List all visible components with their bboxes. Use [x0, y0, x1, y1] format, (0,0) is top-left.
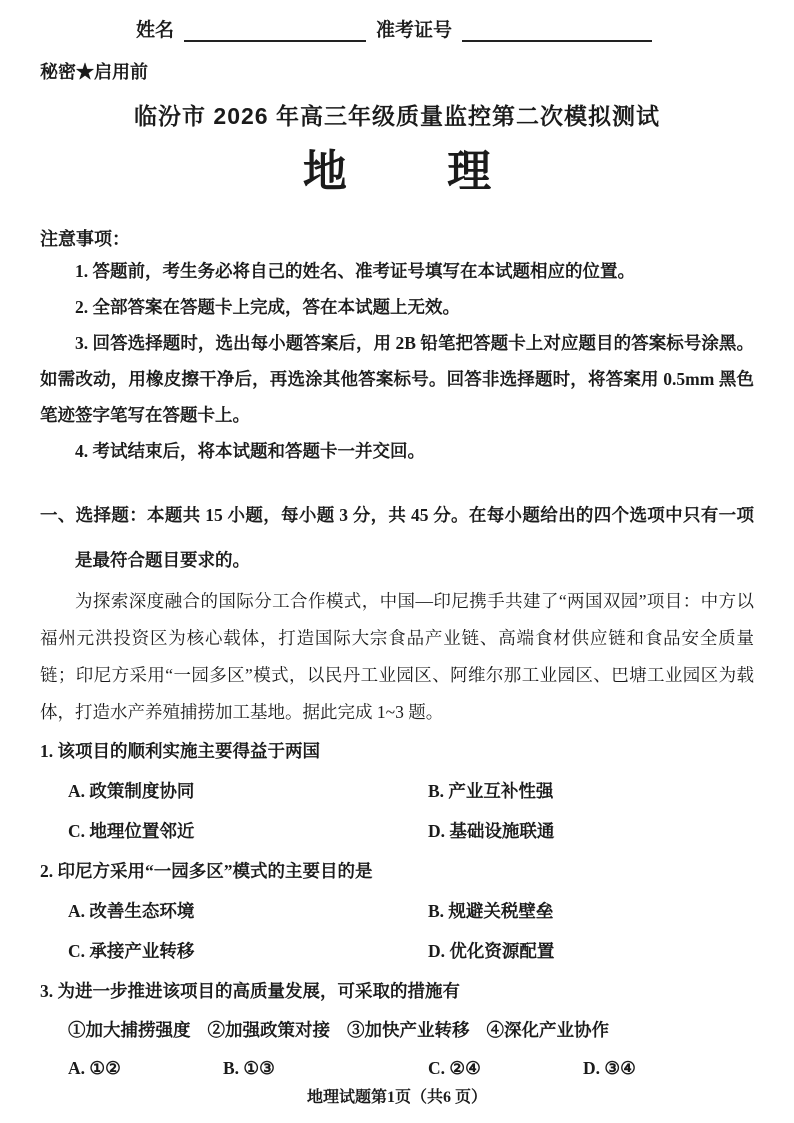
question-2-option-a: A. 改善生态环境	[68, 901, 195, 921]
question-2-option-c: C. 承接产业转移	[68, 941, 195, 961]
question-1-option-a: A. 政策制度协同	[68, 781, 195, 801]
question-3-statement-4: ④深化产业协作	[486, 1020, 609, 1040]
candidate-info-row	[136, 12, 754, 42]
question-3-statement-1: ①加大捕捞强度	[68, 1020, 191, 1040]
question-1-stem: 1. 该项目的顺利实施主要得益于两国	[40, 741, 320, 761]
question-3-statement-3: ③加快产业转移	[347, 1020, 470, 1040]
notice-item-3: 3. 回答选择题时，选出每小题答案后，用 2B 铅笔把答题卡上对应题目的答案标号涂黑。如需改动，用橡皮擦干净后，再选涂其他答案标号。回答非选择题时，将答案用 0.5mm 黑色笔迹签字笔写在答题卡上。	[40, 333, 754, 425]
name-blank-line	[184, 20, 366, 42]
subject-char-1: 地	[302, 147, 347, 196]
question-3-option-d: D. ③④	[583, 1058, 636, 1078]
notice-item-2: 2. 全部答案在答题卡上完成，答在本试题上无效。	[75, 297, 460, 317]
question-1-option-d: D. 基础设施联通	[428, 821, 555, 841]
security-classification: 秘密★启用前	[40, 62, 148, 82]
question-2-option-b: B. 规避关税壁垒	[428, 901, 554, 921]
notice-item-4: 4. 考试结束后，将本试题和答题卡一并交回。	[75, 441, 425, 461]
question-3-option-b: B. ①③	[223, 1058, 275, 1078]
page-footer: 地理试题第1页（共6 页）	[306, 1089, 487, 1106]
question-1-option-c: C. 地理位置邻近	[68, 821, 195, 841]
notice-heading: 注意事项：	[40, 229, 130, 249]
question-1-option-b: B. 产业互补性强	[428, 781, 554, 801]
question-2-stem: 2. 印尼方采用“一园多区”模式的主要目的是	[40, 861, 373, 881]
question-3-numbered-statements	[68, 1011, 754, 1049]
section-one-heading: 一、选择题：本题共 15 小题，每小题 3 分，共 45 分。在每小题给出的四个选项中只有一项是最符合题目要求的。	[40, 505, 754, 570]
question-2-options	[68, 891, 754, 971]
admission-number-blank-line	[462, 20, 652, 42]
question-2-option-d: D. 优化资源配置	[428, 941, 555, 961]
subject-title	[40, 143, 754, 201]
exam-title: 临汾市 2026 年高三年级质量监控第二次模拟测试	[134, 103, 660, 129]
question-1	[40, 731, 754, 851]
admission-number-label: 准考证号	[376, 20, 453, 41]
question-3-stem: 3. 为进一步推进该项目的高质量发展，可采取的措施有	[40, 981, 460, 1001]
question-3-option-c: C. ②④	[428, 1058, 481, 1078]
question-1-options	[68, 771, 754, 851]
question-2	[40, 851, 754, 971]
reading-passage: 为探索深度融合的国际分工合作模式，中国—印尼携手共建了“两国双园”项目：中方以福州元洪投资区为核心载体，打造国际大宗食品产业链、高端食材供应链和食品安全质量链；印尼方采用“一园多区”模式，以民丹工业园区、阿维尔那工业园区、巴塘工业园区为载体，打造水产养殖捕捞加工基地。据此完成 1~3 题。	[40, 591, 754, 722]
question-3-options	[68, 1049, 754, 1087]
question-3	[40, 971, 754, 1087]
subject-char-2: 理	[447, 147, 492, 196]
name-label: 姓名	[136, 20, 175, 41]
question-3-option-a: A. ①②	[68, 1058, 121, 1078]
notice-item-1: 1. 答题前，考生务必将自己的姓名、准考证号填写在本试题相应的位置。	[75, 261, 635, 281]
question-3-statement-2: ②加强政策对接	[207, 1020, 330, 1040]
